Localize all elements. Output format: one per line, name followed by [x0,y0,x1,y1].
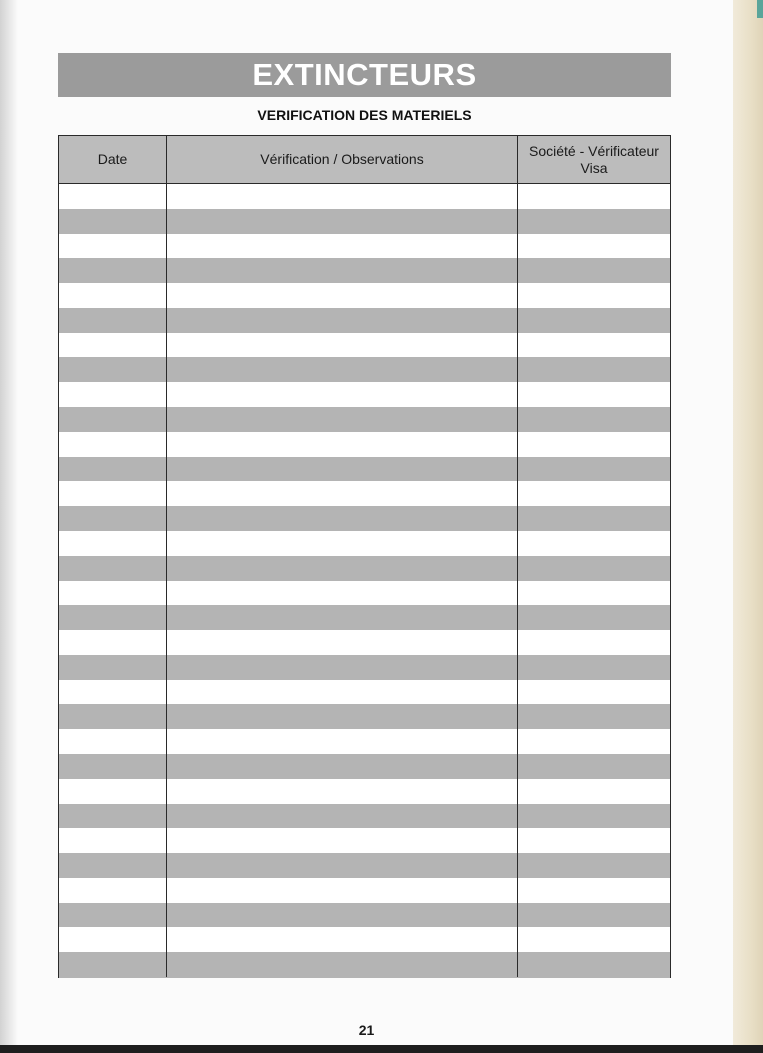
section-subtitle: VERIFICATION DES MATERIELS [257,107,472,123]
table-row [59,754,670,779]
table-row [59,432,670,457]
column-divider [166,136,167,977]
column-header-societe-line1: Société - Vérificateur [529,142,659,159]
table-row [59,283,670,308]
table-row [59,407,670,432]
table-row [59,209,670,234]
column-header-observations: Vérification / Observations [260,151,424,167]
table-row [59,779,670,804]
table-row [59,581,670,606]
table-row [59,804,670,829]
page-gutter-shadow [0,0,18,1045]
page-number: 21 [358,1022,375,1038]
column-header-societe [518,136,670,183]
table-row [59,878,670,903]
table-row [59,903,670,928]
verification-table [58,135,671,978]
binding-edge-accent [757,0,763,18]
table-row [59,258,670,283]
table-row [59,333,670,358]
table-row [59,927,670,952]
column-divider [517,136,518,977]
table-row [59,605,670,630]
table-row [59,531,670,556]
binding-edge [733,0,763,1053]
table-row [59,382,670,407]
column-header-societe-line2: Visa [580,159,608,176]
column-header-date: Date [97,151,128,167]
table-body [59,184,670,977]
scan-bottom-border [0,1045,763,1053]
table-row [59,655,670,680]
page-title: EXTINCTEURS [252,57,477,92]
table-row [59,506,670,531]
table-row [59,234,670,259]
table-header-row [59,136,670,184]
table-row [59,481,670,506]
table-row [59,704,670,729]
table-row [59,729,670,754]
table-row [59,630,670,655]
table-row [59,853,670,878]
table-row [59,184,670,209]
table-row [59,357,670,382]
table-row [59,680,670,705]
table-row [59,952,670,977]
title-banner [58,53,671,97]
table-row [59,828,670,853]
table-row [59,556,670,581]
table-row [59,308,670,333]
table-row [59,457,670,482]
